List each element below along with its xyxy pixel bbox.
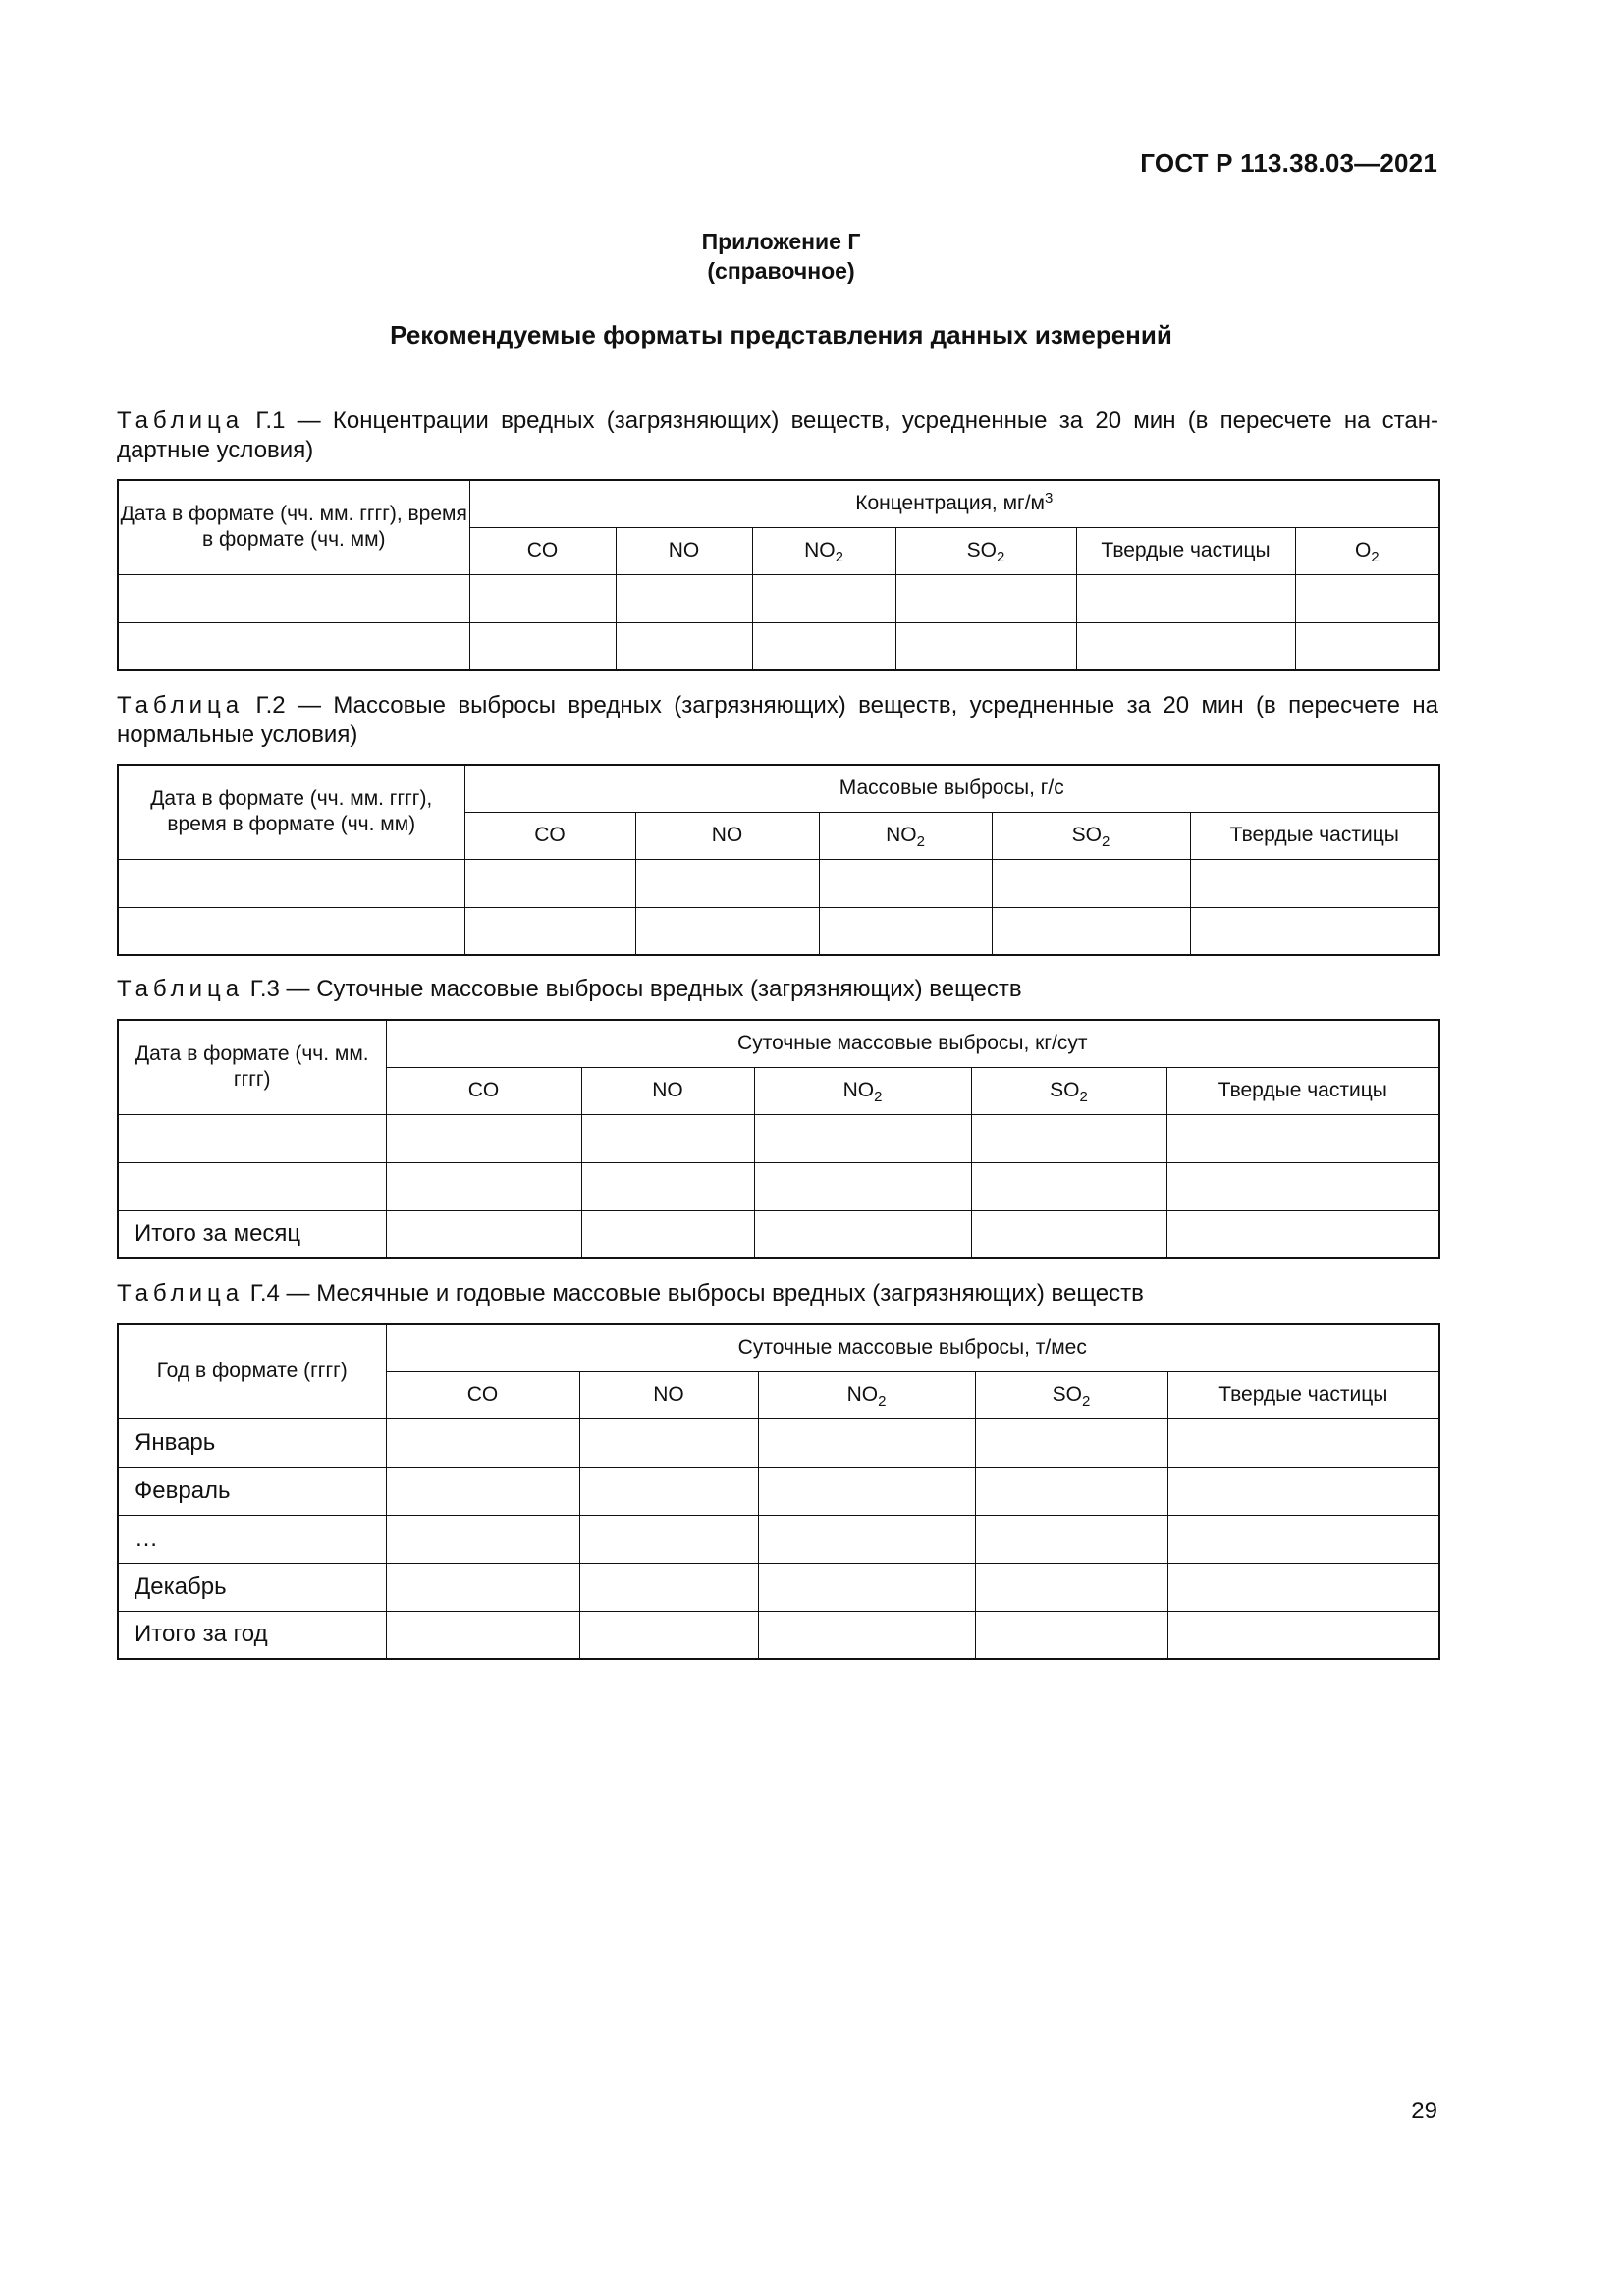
table3-caption-label: Таблица: [117, 976, 244, 1002]
row-label: Итого за месяц: [118, 1210, 386, 1258]
column-header-label: SO: [1052, 1383, 1082, 1406]
column-header-label: CO: [467, 1079, 500, 1101]
table-cell: [975, 1418, 1167, 1467]
table-cell: [1166, 1162, 1439, 1210]
column-header-label: NO: [886, 824, 917, 846]
table-cell: [975, 1515, 1167, 1563]
table1-column-header: [1295, 527, 1439, 574]
table1-column-header: [752, 527, 895, 574]
table4-caption-label: Таблица: [117, 1280, 244, 1307]
table4-column-header: [975, 1371, 1167, 1418]
table-cell: [386, 1418, 579, 1467]
table1-caption: [117, 406, 1438, 465]
table3-column-header: [1166, 1067, 1439, 1114]
table-row: [118, 1563, 1439, 1611]
appendix-subtitle: (справочное): [707, 258, 855, 284]
table-cell: [579, 1515, 758, 1563]
table3-column-header: [581, 1067, 754, 1114]
table-cell: [386, 1114, 581, 1162]
table-row: [118, 907, 1439, 955]
column-header-label: Твердые частицы: [1101, 539, 1271, 561]
column-header-label: SO: [1071, 824, 1102, 846]
table-cell: [1167, 1418, 1439, 1467]
table-cell: [758, 1515, 975, 1563]
table1: [117, 479, 1440, 671]
table-cell: [386, 1563, 579, 1611]
column-header-label: CO: [466, 1383, 499, 1406]
table-cell: [975, 1467, 1167, 1515]
table4-group-header: Суточные массовые выбросы, т/мес: [386, 1324, 1439, 1371]
table2-column-header: [1190, 812, 1439, 859]
column-header-label: Твердые частицы: [1229, 824, 1399, 846]
table1-column-header: [895, 527, 1076, 574]
table-row: [118, 1515, 1439, 1563]
row-label: Декабрь: [118, 1563, 386, 1611]
table-row: [118, 622, 1439, 670]
table-cell: [579, 1611, 758, 1659]
column-header-subscript: 2: [835, 549, 843, 565]
column-header-label: Твердые частицы: [1218, 1079, 1387, 1101]
table4-column-header: [1167, 1371, 1439, 1418]
table2: [117, 764, 1440, 956]
column-header-subscript: 2: [1371, 549, 1380, 565]
table-cell: [581, 1114, 754, 1162]
table1-first-col-header: Дата в формате (чч. мм. гггг), время в формате (чч. мм): [118, 480, 469, 574]
table4-column-header: [386, 1371, 579, 1418]
column-header-label: NO: [653, 1383, 684, 1406]
column-header-label: CO: [534, 824, 566, 846]
column-header-subscript: 2: [916, 833, 925, 850]
table4-caption-text: Г.4 — Месячные и годовые массовые выбросы вредных (загрязняющих) веществ: [244, 1280, 1144, 1307]
table3-caption-text: Г.3 — Суточные массовые выбросы вредных (загрязняющих) веществ: [244, 976, 1022, 1002]
table-cell: [975, 1563, 1167, 1611]
table-cell: [386, 1467, 579, 1515]
column-header-label: NO: [711, 824, 743, 846]
table-cell: [581, 1162, 754, 1210]
table1-caption-label: Таблица: [117, 407, 244, 434]
table3-first-col-header: Дата в формате (чч. мм. гггг): [118, 1020, 386, 1114]
table-row: [118, 1114, 1439, 1162]
appendix-heading: [0, 227, 1562, 286]
table-cell: [758, 1467, 975, 1515]
table-cell: [1167, 1467, 1439, 1515]
column-header-label: Твердые частицы: [1218, 1383, 1388, 1406]
table-row: [118, 574, 1439, 622]
column-header-subscript: 2: [997, 549, 1005, 565]
table2-caption-text: Г.2 — Массовые выбросы вредных (загрязняющих) веществ, усредненные за 20 мин (в пересчете на нормальные условия): [117, 692, 1438, 748]
table-cell: [971, 1210, 1166, 1258]
table-cell: [754, 1210, 971, 1258]
table-cell: [1167, 1563, 1439, 1611]
column-header-label: NO: [846, 1383, 879, 1406]
table-cell: [386, 1162, 581, 1210]
column-header-subscript: 2: [874, 1089, 883, 1105]
table-row: [118, 859, 1439, 907]
table3-caption: [117, 975, 1438, 1004]
table3-body: [118, 1114, 1439, 1258]
table4-column-header: [579, 1371, 758, 1418]
table4-column-header: [758, 1371, 975, 1418]
table-row: [118, 1162, 1439, 1210]
column-header-label: NO: [842, 1079, 875, 1101]
table-cell: [1167, 1611, 1439, 1659]
table-cell: [971, 1162, 1166, 1210]
table4-body: [118, 1418, 1439, 1659]
row-label: Итого за год: [118, 1611, 386, 1659]
column-header-label: SO: [966, 539, 997, 561]
page-number: 29: [1411, 2098, 1437, 2124]
table1-group-header-sup: 3: [1044, 490, 1054, 507]
table1-column-header: [616, 527, 752, 574]
table-cell: [579, 1418, 758, 1467]
table3: [117, 1019, 1440, 1259]
table1-column-header: [469, 527, 616, 574]
table1-group-header: [469, 480, 1439, 527]
column-header-subscript: 2: [1082, 1393, 1091, 1410]
table-cell: [1167, 1515, 1439, 1563]
table-cell: [754, 1162, 971, 1210]
table2-group-header: Массовые выбросы, г/с: [464, 765, 1439, 812]
table-cell: [386, 1210, 581, 1258]
row-label: Январь: [118, 1418, 386, 1467]
table3-group-header: Суточные массовые выбросы, кг/сут: [386, 1020, 1439, 1067]
table2-caption: [117, 691, 1438, 750]
column-header-subscript: 2: [878, 1393, 887, 1410]
table-cell: [386, 1515, 579, 1563]
table2-column-header: [635, 812, 819, 859]
table2-column-header: [992, 812, 1190, 859]
table4: [117, 1323, 1440, 1660]
row-label: [118, 1162, 386, 1210]
column-header-subscript: 2: [1102, 833, 1110, 850]
table-cell: [386, 1611, 579, 1659]
table2-column-header: [819, 812, 992, 859]
table3-column-header: [971, 1067, 1166, 1114]
table-cell: [579, 1563, 758, 1611]
column-header-label: NO: [652, 1079, 683, 1101]
row-label: Февраль: [118, 1467, 386, 1515]
table3-column-header: [754, 1067, 971, 1114]
table-cell: [971, 1114, 1166, 1162]
table1-column-header: [1076, 527, 1295, 574]
document-code: ГОСТ Р 113.38.03—2021: [1140, 148, 1437, 178]
table-cell: [758, 1611, 975, 1659]
table2-first-col-header: Дата в формате (чч. мм. гггг), время в формате (чч. мм): [118, 765, 464, 859]
table2-caption-label: Таблица: [117, 692, 244, 719]
table-row: [118, 1210, 1439, 1258]
table-row: [118, 1467, 1439, 1515]
appendix-title: Приложение Г: [701, 229, 861, 254]
table-cell: [975, 1611, 1167, 1659]
table-row: [118, 1418, 1439, 1467]
table-cell: [758, 1418, 975, 1467]
column-header-label: NO: [668, 539, 700, 561]
table1-group-header-text: Концентрация, мг/м: [855, 492, 1045, 515]
column-header-label: SO: [1050, 1079, 1080, 1101]
column-header-subscript: 2: [1079, 1089, 1088, 1105]
table-cell: [1166, 1114, 1439, 1162]
table3-column-header: [386, 1067, 581, 1114]
column-header-label: O: [1354, 539, 1372, 561]
table4-first-col-header: Год в формате (гггг): [118, 1324, 386, 1418]
table2-column-header: [464, 812, 635, 859]
row-label: [118, 1114, 386, 1162]
table1-caption-text: Г.1 — Концентрации вредных (загрязняющих) веществ, усредненные за 20 мин (в пересчете на стандартные условия): [117, 407, 1438, 463]
section-title: Рекомендуемые форматы представления данных измерений: [390, 320, 1172, 349]
table-cell: [758, 1563, 975, 1611]
column-header-label: NO: [804, 539, 836, 561]
table4-caption: [117, 1279, 1438, 1308]
table-cell: [579, 1467, 758, 1515]
table-cell: [581, 1210, 754, 1258]
column-header-label: CO: [526, 539, 559, 561]
table-row: [118, 1611, 1439, 1659]
table-cell: [754, 1114, 971, 1162]
table-cell: [1166, 1210, 1439, 1258]
row-label: …: [118, 1515, 386, 1563]
